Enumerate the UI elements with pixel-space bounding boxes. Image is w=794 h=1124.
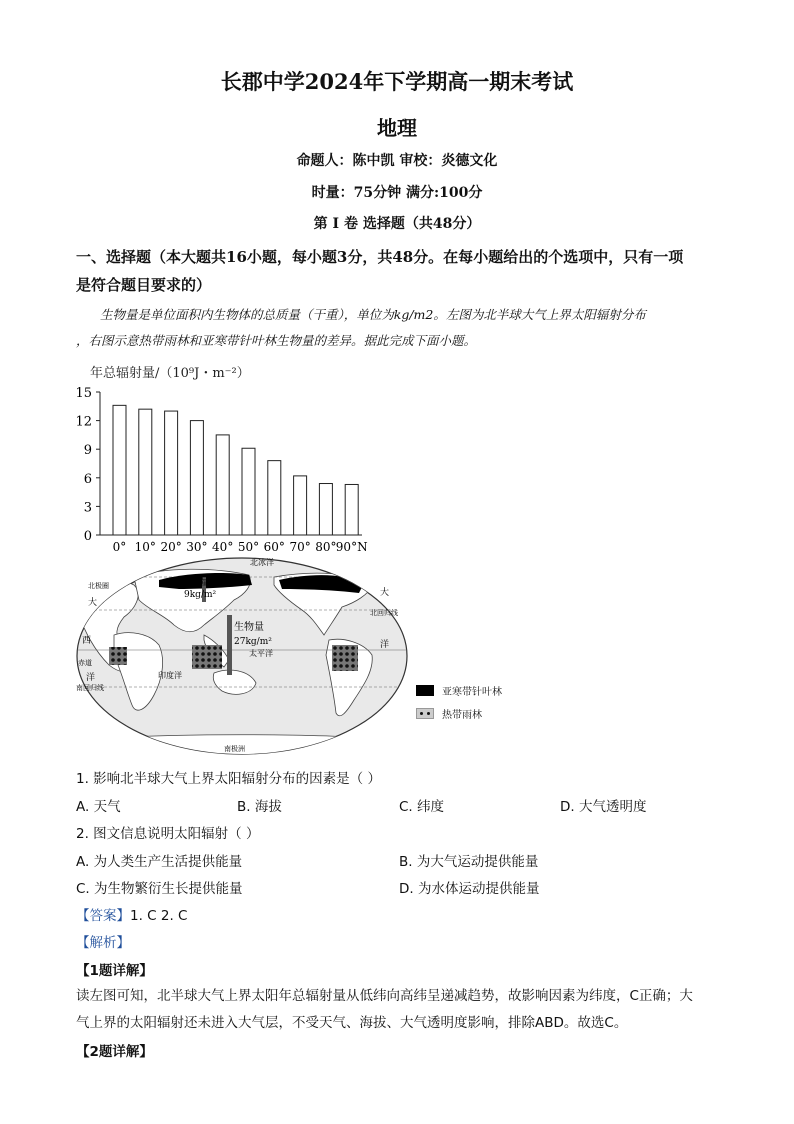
biomass-bar-big xyxy=(227,615,232,675)
legend-item-boreal xyxy=(416,683,502,698)
detail-1-body xyxy=(76,983,721,1037)
antarctica-label: 南极洲 xyxy=(224,745,245,753)
world-biomass-map xyxy=(74,555,414,760)
intro-line1: 生物量是单位面积内生物体的总质量（干重），单位为kg/m2。左图为北半球大气上界太阳辐射分布 xyxy=(100,307,646,322)
section-heading-line2: 是符合题目要求的） xyxy=(76,276,212,294)
chart-x-tick-label: 90°N xyxy=(335,540,368,554)
detail-1-line2: 气上界的太阳辐射还未进入大气层，不受天气、海拔、大气透明度影响，排除ABD。故选C。 xyxy=(76,1015,628,1031)
analysis-label: 【解析】 xyxy=(76,935,130,951)
bio-small-value: 9kg/m² xyxy=(184,590,217,600)
map-yang-label: 洋 xyxy=(86,673,96,683)
map-legend xyxy=(416,683,502,721)
detail-1-heading: 【1题详解】 xyxy=(76,963,153,979)
q1-option-c: C. 纬度 xyxy=(399,799,445,815)
chart-y-tick-label: 15 xyxy=(75,386,92,401)
exam-title: 长郡中学2024年下学期高一期末考试 xyxy=(220,69,574,94)
indian-ocean-label: 印度洋 xyxy=(158,671,182,680)
q2-option-d: D. 为水体运动提供能量 xyxy=(399,881,540,897)
legend-swatch-rainforest xyxy=(416,708,434,719)
q1-option-d: D. 大气透明度 xyxy=(560,799,647,815)
chart-bar-8 xyxy=(319,484,332,535)
legend-label-rainforest: 热带雨林 xyxy=(442,710,482,721)
chart-ylabel: 年总辐射量/（10⁹J・m⁻²） xyxy=(90,366,250,381)
chart-bar-7 xyxy=(294,476,307,535)
answer-text: 1. C 2. C xyxy=(130,908,188,924)
q2-option-a: A. 为人类生产生活提供能量 xyxy=(76,854,243,870)
north-pole-label: 北极圈 xyxy=(88,582,109,590)
chart-x-tick-label: 80° xyxy=(315,540,337,554)
chart-x-tick-label: 60° xyxy=(263,540,285,554)
q2-option-c: C. 为生物繁衍生长提供能量 xyxy=(76,881,243,897)
equator-label: 赤道 xyxy=(78,659,92,667)
radiation-bar-chart xyxy=(70,360,370,555)
bio-big-value: 27kg/m² xyxy=(234,637,272,647)
chart-y-tick-label: 9 xyxy=(83,443,92,459)
chart-y-tick-label: 12 xyxy=(75,414,92,430)
time-score-line: 时量：75分钟 满分:100分 xyxy=(311,185,483,201)
q2-option-b: B. 为大气运动提供能量 xyxy=(399,854,539,870)
rainforest-south-america xyxy=(332,645,358,671)
subject-title: 地理 xyxy=(377,116,417,140)
chart-bar-9 xyxy=(345,484,358,535)
chart-bar-1 xyxy=(139,409,152,535)
chart-x-tick-label: 0° xyxy=(112,540,127,554)
chart-x-tick-label: 50° xyxy=(237,540,260,554)
bio-small-label: 生物量 xyxy=(180,577,210,588)
detail-1-line1: 读左图可知，北半球大气上界太阳年总辐射量从低纬向高纬呈递减趋势，故影响因素为纬度，C正确；大 xyxy=(76,988,693,1004)
chart-bar-6 xyxy=(268,461,281,535)
q1-stem: 1. 影响北半球大气上界太阳辐射分布的因素是（ ） xyxy=(76,771,381,787)
q1-option-a: A. 天气 xyxy=(76,799,121,815)
part-heading: 第 I 卷 选择题（共48分） xyxy=(313,216,481,232)
map-da-label-1: 大 xyxy=(380,588,390,598)
map-yang-label-2: 洋 xyxy=(380,640,390,650)
legend-label-boreal: 亚寒带针叶林 xyxy=(442,687,502,698)
map-xi-label: 西 xyxy=(82,636,92,646)
chart-x-tick-label: 40° xyxy=(212,540,234,554)
chart-x-tick-label: 30° xyxy=(186,540,208,554)
chart-y-tick-label: 6 xyxy=(83,471,92,487)
q1-option-b: B. 海拔 xyxy=(237,799,282,815)
chart-x-tick-label: 20° xyxy=(160,540,182,554)
answer-line xyxy=(76,904,188,924)
chart-x-tick-label: 70° xyxy=(289,540,311,554)
legend-item-rainforest xyxy=(416,706,502,721)
legend-swatch-boreal xyxy=(416,685,434,696)
chart-bar-4 xyxy=(216,435,229,535)
section-heading xyxy=(76,243,726,299)
q2-stem: 2. 图文信息说明太阳辐射（ ） xyxy=(76,826,260,842)
rainforest-southeast-asia xyxy=(192,645,222,669)
section-heading-line1: 一、选择题（本大题共16小题，每小题3分，共48分。在每小题给出的个选项中，只有一项 xyxy=(76,248,684,266)
north-tropic-label: 北回归线 xyxy=(370,609,398,617)
intro-line2: ，右图示意热带雨林和亚寒带针叶林生物量的差异。据此完成下面小题。 xyxy=(76,333,477,348)
bio-big-label: 生物量 xyxy=(234,622,264,633)
chart-bar-3 xyxy=(190,421,203,535)
detail-2-heading: 【2题详解】 xyxy=(76,1044,153,1060)
chart-bar-0 xyxy=(113,405,126,535)
map-da-label-2: 大 xyxy=(88,598,98,608)
rainforest-africa xyxy=(109,647,127,665)
chart-bar-2 xyxy=(165,411,178,535)
chart-x-tick-label: 10° xyxy=(134,540,156,554)
south-tropic-label: 南回归线 xyxy=(76,684,104,692)
chart-bar-5 xyxy=(242,448,255,535)
answer-label: 【答案】 xyxy=(76,908,130,924)
pacific-label: 太平洋 xyxy=(249,649,273,658)
authors-line: 命题人：陈中凯 审校：炎德文化 xyxy=(296,153,498,169)
chart-y-tick-label: 0 xyxy=(83,529,92,544)
chart-y-tick-label: 3 xyxy=(83,500,92,516)
arctic-label: 北冰洋 xyxy=(250,558,274,567)
